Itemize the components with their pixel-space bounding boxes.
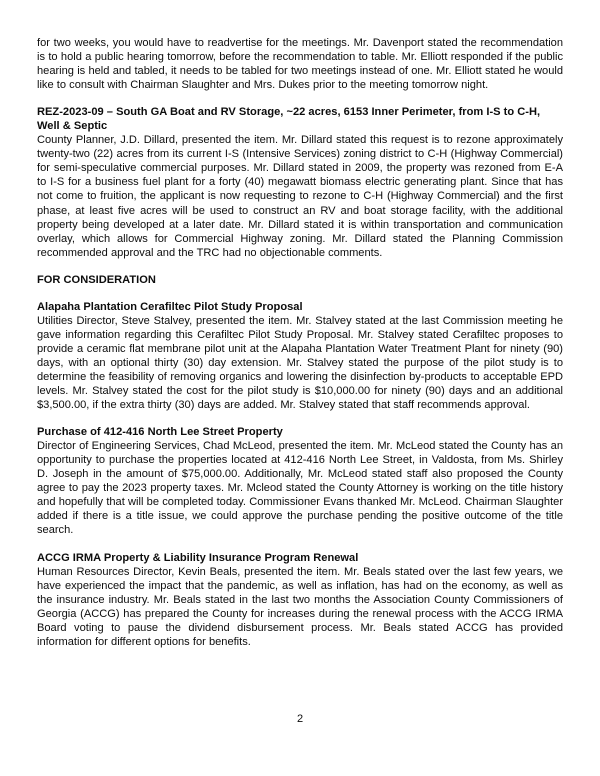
accg-irma-renewal-heading: ACCG IRMA Property & Liability Insurance Program Renewal bbox=[37, 551, 359, 564]
rezoning-heading: REZ-2023-09 – South GA Boat and RV Storage, ~22 acres, 6153 Inner Perimeter, from I-S to C-H, Well & Septic bbox=[37, 106, 541, 133]
continued-paragraph: for two weeks, you would have to readvertise for the meetings. Mr. Davenport stated the recommendation is to hold a public hearing tomorrow, before the recommendation to table. Mr. Elliott responded if the public hearing is held and tabled, it needs to be tabled for two meetings instead of one. Mr. Elliott stated he would like to consult with Chairman Slaughter and Mrs. Dukes prior to the meeting tomorrow night. bbox=[37, 37, 563, 92]
document-body bbox=[37, 36, 563, 649]
for-consideration-heading: FOR CONSIDERATION bbox=[37, 273, 156, 286]
alapaha-pilot-study-paragraph: Utilities Director, Steve Stalvey, presented the item. Mr. Stalvey stated at the last Commission meeting he gave information regarding this Cerafiltec Pilot Study Proposal. Mr. Stalvey stated Cerafiltec proposes to provide a ceramic flat membrane pilot unit at the Alapaha Plantation Water Treatment Plant for ninety (90) days, with an optional thirty (30) day extension. Mr. Stalvey stated the purpose of the pilot study is to determine the feasibility of removing organics and lowering the disinfection by-products to acceptable EPD levels. Mr. Stalvey stated the cost for the pilot study is $10,000.00 for ninety (90) days and an additional $3,500.00, if the extra thirty (30) days are added. Mr. Stalvey stated that staff recommends approval. bbox=[37, 314, 563, 412]
spacer bbox=[37, 260, 563, 273]
spacer bbox=[37, 92, 563, 105]
purchase-property-paragraph: Director of Engineering Services, Chad McLeod, presented the item. Mr. McLeod stated the County has an opportunity to purchase the properties located at 412-416 North Lee Street, in Valdosta, from Ms. Shirley D. Joseph in the amount of $75,000.00. Additionally, Mr. McLeod stated staff also proposed the County agree to pay the 2023 property taxes. Mr. Mcleod stated the County Attorney is working on the title history and hopefully that will be completed today. Commissioner Evans thanked Mr. McLeod. Chairman Slaughter added if there is a title issue, we could approve the purchase pending the positive outcome of the title search. bbox=[37, 440, 563, 537]
page-number: 2 bbox=[296, 713, 304, 725]
accg-irma-renewal-paragraph: Human Resources Director, Kevin Beals, presented the item. Mr. Beals stated over the last few years, we have experienced the impact that the pandemic, as well as inflation, has had on the economy, as well as the insurance industry. Mr. Beals stated in the last two months the Association County Commissioners of Georgia (ACCG) has prepared the County for increases during the renewal process with the ACCG IRMA Board voting to pause the dividend disbursement process. Mr. Beals stated ACCG has provided information for different options for benefits. bbox=[37, 565, 563, 648]
purchase-property-heading: Purchase of 412-416 North Lee Street Property bbox=[37, 426, 283, 439]
spacer bbox=[37, 412, 563, 425]
spacer bbox=[37, 287, 563, 300]
alapaha-pilot-study-heading: Alapaha Plantation Cerafiltec Pilot Study Proposal bbox=[37, 300, 303, 313]
spacer bbox=[37, 538, 563, 551]
rezoning-paragraph: County Planner, J.D. Dillard, presented the item. Mr. Dillard stated this request is to rezone approximately twenty-two (22) acres from its current I-S (Intensive Services) zoning district to C-H (Highway Commercial) for semi-speculative commercial purposes. Mr. Dillard stated in 2009, the property was rezoned from E-A to I-S for a business fuel plant for a forty (40) megawatt biomass electric generating plant. Since that has not come to fruition, the applicant is now requesting to rezone to C-H (Highway Commercial) and the first phase, at least five acres will be used to construct an RV and boat storage facility, with the additional property being developed at a later date. Mr. Dillard stated it is within transportation and communication overlay, which allows for Commercial Highway zoning. Mr. Dillard stated the Planning Commission recommended approval and the TRC had no objectionable comments. bbox=[37, 134, 563, 259]
